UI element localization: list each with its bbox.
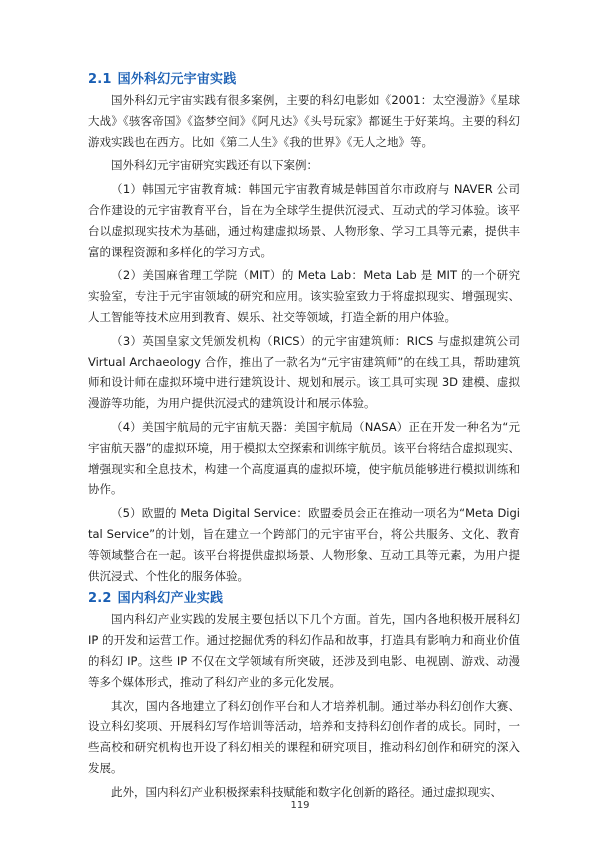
section-heading-2-1	[88, 70, 520, 90]
paragraph-case-4: （4）美国宇航局的元宇宙航天器：美国宇航局（NASA）正在开发一种名为“元宇宙航天器”的虚拟环境，用于模拟太空探索和训练宇航员。该平台将结合虚拟现实、增强现实和全息技术，构建一个高度逼真的虚拟环境，使宇航员能够进行模拟训练和协作。	[88, 419, 520, 497]
paragraph-case-3: （3）英国皇家文凭颁发机构（RICS）的元宇宙建筑师：RICS 与虚拟建筑公司 Virtual Archaeology 合作，推出了一款名为“元宇宙建筑师”的在线工具，帮助建筑师和设计师在虚拟环境中进行建筑设计、规划和展示。该工具可实现 3D 建模、虚拟漫游等功能，为用户提供沉浸式的建筑设计和展示体验。	[88, 333, 520, 411]
paragraph: 国外科幻元宇宙研究实践还有以下案例：	[111, 158, 318, 173]
section-title: 国内科幻产业实践	[117, 591, 224, 607]
section-number: 2.2	[88, 591, 112, 607]
paragraph-case-2: （2）美国麻省理工学院（MIT）的 Meta Lab：Meta Lab 是 MIT 的一个研究实验室，专注于元宇宙领域的研究和应用。该实验室致力于将虚拟现实、增强现实、人工智能等技术应用到教育、娱乐、社交等领域，打造全新的用户体验。	[88, 268, 520, 324]
section-title: 国外科幻元宇宙实践	[117, 72, 237, 87]
paragraph: 此外，国内科幻产业积极探索科技赋能和数字化创新的路径。通过虚拟现实、	[111, 784, 502, 799]
paragraph: 国内科幻产业实践的发展主要包括以下几个方面。首先，国内各地积极开展科幻 IP 的开发和运营工作。通过挖掘优秀的科幻作品和故事，打造具有影响力和商业价值的科幻 IP。这些 IP 不仅在文学领域有所突破，还涉及到电影、电视剧、游戏、动漫等多个媒体形式，推动了科幻产业的多元化发展。	[88, 612, 520, 689]
section-heading-2-2	[88, 589, 520, 609]
paragraph-case-1: （1）韩国元宇宙教育城：韩国元宇宙教育城是韩国首尔市政府与 NAVER 公司合作建设的元宇宙教育平台，旨在为全球学生提供沉浸式、互动式的学习体验。该平台以虚拟现实技术为基础，通过构建虚拟场景、人物形象、学习工具等元素，提供丰富的课程资源和多样化的学习方式。	[88, 182, 520, 259]
paragraph: 其次，国内各地建立了科幻创作平台和人才培养机制。通过举办科幻创作大赛、设立科幻奖项、开展科幻写作培训等活动，培养和支持科幻创作者的成长。同时，一些高校和研究机构也开设了科幻相关的课程和研究项目，推动科幻创作和研究的深入发展。	[88, 698, 520, 775]
section-body-2-2	[88, 609, 520, 802]
paragraph-case-5: （5）欧盟的 Meta Digital Service：欧盟委员会正在推动一项名为“Meta Digital Service”的计划，旨在建立一个跨部门的元宇宙平台，将公共服务、文化、教育等领域整合在一起。该平台将提供虚拟场景、人物形象、互动工具等元素，为用户提供沉浸式、个性化的服务体验。	[88, 506, 520, 583]
section-body-2-1	[88, 90, 520, 586]
document-page	[88, 70, 520, 806]
section-number: 2.1	[88, 72, 112, 87]
page-number: 119	[290, 800, 310, 811]
paragraph: 国外科幻元宇宙实践有很多案例，主要的科幻电影如《2001：太空漫游》《星球大战》《骇客帝国》《盗梦空间》《阿凡达》《头号玩家》都诞生于好莱坞。主要的科幻游戏实践也在西方。比如《第二人生》《我的世界》《无人之地》等。	[88, 93, 520, 149]
